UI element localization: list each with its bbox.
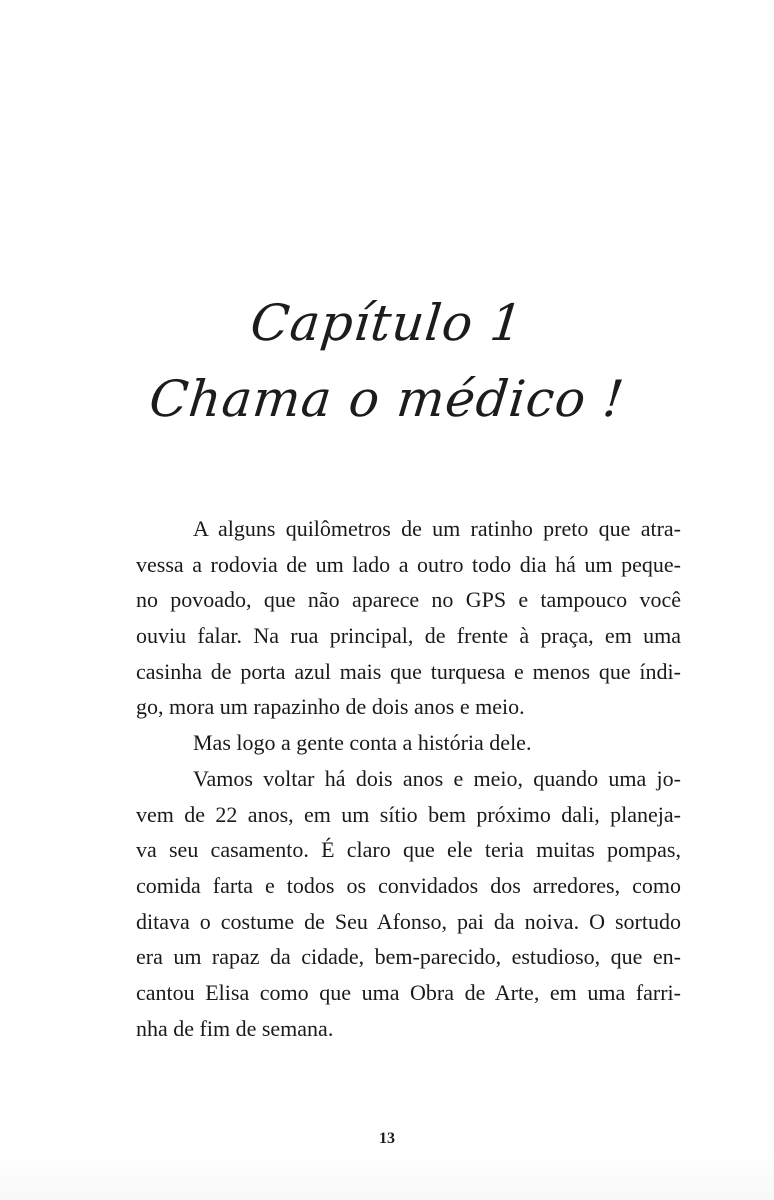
text-line: A alguns quilômetros de um ratinho preto que atra- bbox=[193, 516, 681, 541]
text-line: comida farta e todos os convidados dos arredores, como bbox=[136, 872, 681, 898]
text-line: ouviu falar. Na rua principal, de frente à praça, em uma bbox=[136, 623, 681, 649]
text-line: Mas logo a gente conta a história dele. bbox=[193, 730, 532, 756]
chapter-body bbox=[136, 511, 681, 1046]
chapter-number: Capítulo 1 bbox=[247, 294, 527, 352]
text-line: vessa a rodovia de um lado a outro todo dia há um peque- bbox=[136, 551, 681, 577]
chapter-title: Chama o médico ! bbox=[146, 370, 628, 428]
chapter-heading bbox=[0, 285, 774, 437]
text-line: Vamos voltar há dois anos e meio, quando uma jo- bbox=[193, 765, 681, 791]
text-line: no povoado, que não aparece no GPS e tampouco você bbox=[136, 587, 681, 613]
text-line: va seu casamento. É claro que ele teria muitas pompas, bbox=[136, 837, 681, 863]
text-line: go, mora um rapazinho de dois anos e meio. bbox=[136, 694, 525, 720]
page-number: 13 bbox=[379, 1130, 395, 1147]
text-line: era um rapaz da cidade, bem-parecido, estudioso, que en- bbox=[136, 944, 681, 970]
text-line: cantou Elisa como que uma Obra de Arte, em uma farri- bbox=[136, 979, 681, 1005]
text-line: ditava o costume de Seu Afonso, pai da noiva. O sortudo bbox=[136, 908, 681, 934]
text-line: vem de 22 anos, em um sítio bem próximo dali, planeja- bbox=[136, 801, 681, 827]
text-line: casinha de porta azul mais que turquesa e menos que índi- bbox=[136, 658, 681, 684]
text-line: nha de fim de semana. bbox=[136, 1015, 334, 1041]
